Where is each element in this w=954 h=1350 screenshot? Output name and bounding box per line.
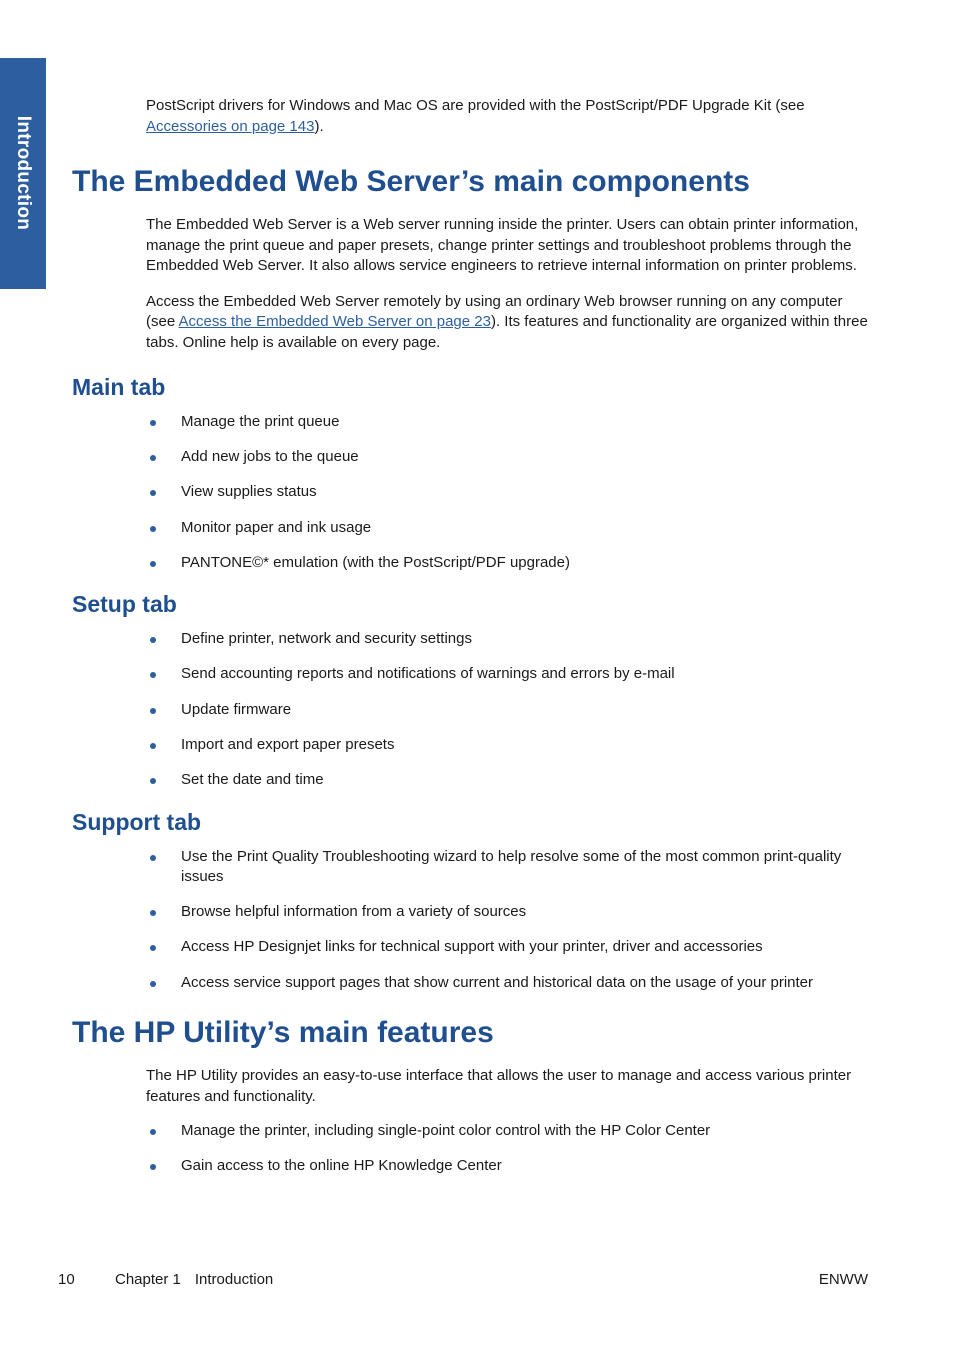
- list-item: Define printer, network and security settings: [181, 629, 872, 650]
- list-item: Monitor paper and ink usage: [181, 518, 872, 539]
- list-item: Update firmware: [181, 700, 872, 721]
- list-item: Access HP Designjet links for technical support with your printer, driver and accessories: [181, 937, 872, 958]
- hp-utility-heading: The HP Utility’s main features: [72, 1016, 494, 1050]
- bullet-icon: [150, 526, 156, 532]
- list-item: Manage the print queue: [181, 412, 872, 433]
- bullet-icon: [150, 455, 156, 461]
- support-tab-heading: Support tab: [72, 808, 202, 835]
- bullet-icon: [150, 420, 156, 426]
- access-ews-link[interactable]: Access the Embedded Web Server on page 23: [178, 313, 491, 330]
- page-number: 10: [58, 1271, 75, 1288]
- bullet-icon: [150, 981, 156, 987]
- list-item: Gain access to the online HP Knowledge Center: [181, 1156, 872, 1177]
- setup-tab-heading: Setup tab: [72, 591, 177, 618]
- ews-heading: The Embedded Web Server’s main components: [72, 165, 750, 198]
- setup-tab-list: [72, 629, 872, 790]
- list-item: Access service support pages that show current and historical data on the usage of your printer: [181, 973, 872, 994]
- bullet-icon: [150, 672, 156, 678]
- intro-paragraph: PostScript drivers for Windows and Mac OS are provided with the PostScript/PDF Upgrade Kit (see Accessories on page 143).: [146, 97, 805, 135]
- bullet-icon: [150, 1164, 156, 1170]
- list-item: Set the date and time: [181, 770, 872, 791]
- main-tab-heading: Main tab: [72, 374, 166, 400]
- page-content: [72, 96, 872, 1177]
- chapter-side-tab-label: Introduction: [13, 115, 34, 231]
- bullet-icon: [150, 708, 156, 714]
- bullet-icon: [150, 855, 156, 861]
- list-item: Manage the printer, including single-point color control with the HP Color Center: [181, 1121, 872, 1142]
- hp-utility-paragraph: The HP Utility provides an easy-to-use interface that allows the user to manage and access various printer features and functionality.: [146, 1067, 852, 1105]
- bullet-icon: [150, 743, 156, 749]
- bullet-icon: [150, 490, 156, 496]
- bullet-icon: [150, 637, 156, 643]
- hp-utility-list: [72, 1121, 872, 1177]
- ews-paragraph-2: Access the Embedded Web Server remotely by using an ordinary Web browser running on any computer (see Access the Embedded Web Server on page 23). Its features and functionality are organized within three tabs. Online help is available on every page.: [146, 292, 868, 351]
- list-item: View supplies status: [181, 482, 872, 503]
- accessories-link[interactable]: Accessories on page 143: [146, 117, 315, 135]
- list-item: Browse helpful information from a variety of sources: [181, 902, 872, 923]
- list-item: Add new jobs to the queue: [181, 447, 872, 468]
- bullet-icon: [150, 1129, 156, 1135]
- main-tab-list: [72, 412, 872, 573]
- bullet-icon: [150, 910, 156, 916]
- list-item: Send accounting reports and notifications of warnings and errors by e-mail: [181, 664, 872, 685]
- ews-paragraph-1: The Embedded Web Server is a Web server running inside the printer. Users can obtain printer information, manage the print queue and paper presets, change printer settings and troubleshoot problems through the Embedded Web Server. It also allows service engineers to retrieve internal information on printer problems.: [146, 216, 859, 274]
- list-item: Use the Print Quality Troubleshooting wizard to help resolve some of the most common print-quality issues: [181, 847, 872, 888]
- list-item: Import and export paper presets: [181, 735, 872, 756]
- document-code: ENWW: [818, 1271, 868, 1288]
- page-footer: [58, 1271, 868, 1293]
- bullet-icon: [150, 561, 156, 567]
- list-item: PANTONE©* emulation (with the PostScript/PDF upgrade): [181, 553, 872, 574]
- chapter-reference: Chapter 1 Introduction: [115, 1271, 274, 1288]
- chapter-side-tab: [0, 58, 46, 289]
- support-tab-list: [72, 847, 872, 994]
- bullet-icon: [150, 778, 156, 784]
- bullet-icon: [150, 945, 156, 951]
